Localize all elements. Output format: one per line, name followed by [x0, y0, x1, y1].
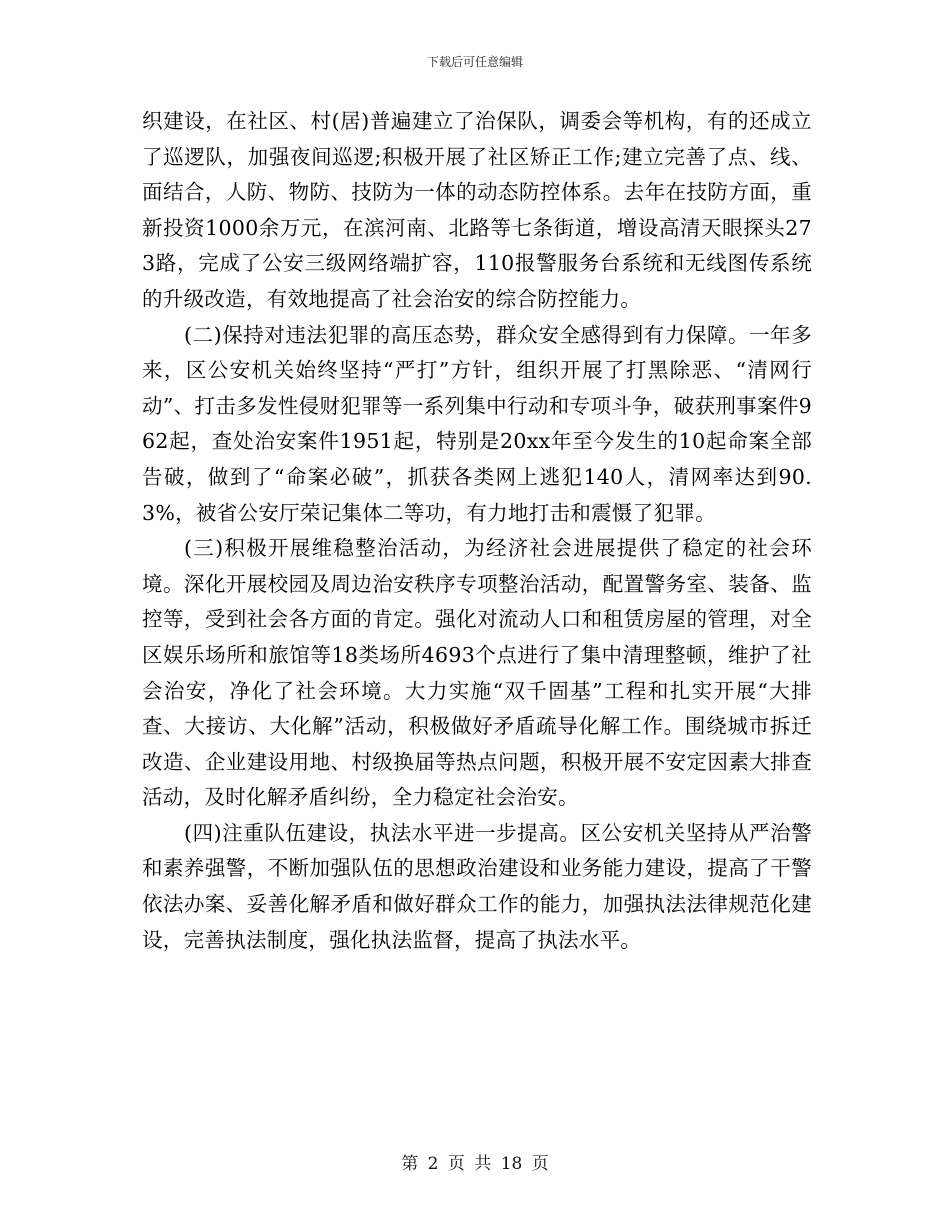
page-number-footer: 第 2 页 共 18 页 [401, 1154, 549, 1174]
page-header: 下载后可任意编辑 [426, 55, 523, 69]
paragraph-3: (三)积极开展维稳整治活动，为经济社会进展提供了稳定的社会环境。深化开展校园及周边治安秩序专项整治活动，配置警务室、装备、监控等，受到社会各方面的肯定。强化对流动人口和租赁房屋的管理，对全区娱乐场所和旅馆等18类场所4693个点进行了集中清理整顿，维护了社会治安，净化了社会环境。大力实施“双千固基”工程和扎实开展“大排查、大接访、大化解”活动，积极做好矛盾疏导化解工作。围绕城市拆迁改造、企业建设用地、村级换届等热点问题，积极开展不安定因素大排查活动，及时化解矛盾纠纷，全力稳定社会治安。 [142, 536, 812, 810]
paragraph-1: 织建设，在社区、村(居)普遍建立了治保队，调委会等机构，有的还成立了巡逻队，加强夜间巡逻;积极开展了社区矫正工作;建立完善了点、线、面结合，人防、物防、技防为一体的动态防控体系。去年在技防方面，重新投资1000余万元，在滨河南、北路等七条街道，增设高清天眼探头273路，完成了公安三级网络端扩容，110报警服务台系统和无线图传系统的升级改造，有效地提高了社会治安的综合防控能力。 [142, 109, 812, 311]
paragraph-4: (四)注重队伍建设，执法水平进一步提高。区公安机关坚持从严治警和素养强警，不断加强队伍的思想政治建设和业务能力建设，提高了干警依法办案、妥善化解矛盾和做好群众工作的能力，加强执法法律规范化建设，完善执法制度，强化执法监督，提高了执法水平。 [142, 820, 812, 952]
document-body [142, 104, 812, 958]
paragraph-2: (二)保持对违法犯罪的高压态势，群众安全感得到有力保障。一年多来，区公安机关始终坚持“严打”方针，组织开展了打黑除恶、“清网行动”、打击多发性侵财犯罪等一系列集中行动和专项斗争，破获刑事案件962起，查处治安案件1951起，特别是20xx年至今发生的10起命案全部告破，做到了“命案必破”，抓获各类网上逃犯140人，清网率达到90.3%，被省公安厅荣记集体二等功，有力地打击和震慑了犯罪。 [142, 322, 812, 525]
